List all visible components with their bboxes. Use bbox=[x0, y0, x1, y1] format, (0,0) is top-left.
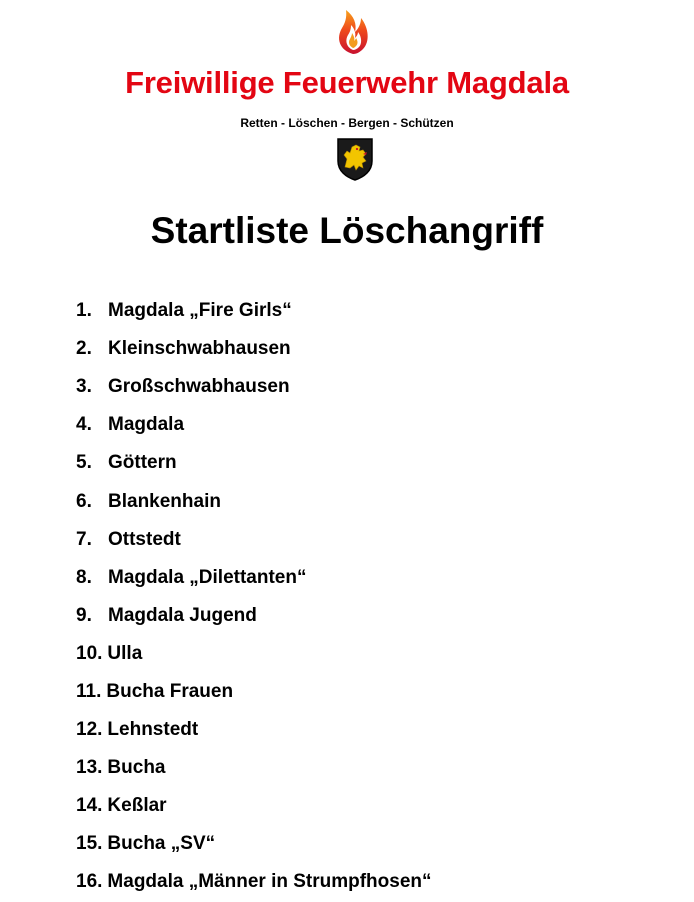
list-item-number: 16. bbox=[76, 871, 103, 893]
list-item bbox=[76, 825, 432, 863]
list-item bbox=[76, 673, 432, 711]
list-item bbox=[76, 749, 432, 787]
list-item bbox=[76, 444, 432, 482]
list-item-team: Magdala bbox=[108, 414, 185, 436]
list-item-team: Magdala Jugend bbox=[108, 604, 257, 626]
list-item-team: Ulla bbox=[107, 642, 143, 664]
list-item-team: Magdala „Männer in Strumpfhosen“ bbox=[107, 871, 432, 893]
list-item bbox=[76, 711, 432, 749]
list-item-team: Bucha „SV“ bbox=[107, 833, 216, 855]
list-item bbox=[76, 863, 432, 901]
list-item bbox=[76, 521, 432, 559]
list-item-number: 9. bbox=[76, 604, 92, 626]
flame-icon bbox=[333, 4, 373, 56]
list-item-number: 5. bbox=[76, 452, 92, 474]
list-item bbox=[76, 292, 432, 330]
organization-name: Freiwillige Feuerwehr Magdala bbox=[125, 65, 569, 100]
list-item-team: Kleinschwabhausen bbox=[108, 338, 291, 360]
list-item bbox=[76, 635, 432, 673]
list-item-number: 4. bbox=[76, 414, 92, 436]
list-item-number: 8. bbox=[76, 566, 92, 588]
list-item bbox=[76, 787, 432, 825]
list-item-number: 11. bbox=[76, 680, 102, 702]
organization-motto: Retten - Löschen - Bergen - Schützen bbox=[240, 116, 454, 130]
list-item bbox=[76, 559, 432, 597]
list-item bbox=[76, 330, 432, 368]
list-item-number: 15. bbox=[76, 833, 103, 855]
list-item-team: Lehnstedt bbox=[107, 719, 199, 741]
list-item bbox=[76, 368, 432, 406]
list-item bbox=[76, 597, 432, 635]
list-item-number: 13. bbox=[76, 757, 103, 779]
coat-of-arms-lion-icon bbox=[336, 137, 374, 181]
list-item-team: Göttern bbox=[108, 452, 177, 474]
list-item bbox=[76, 406, 432, 444]
list-item-team: Magdala „Fire Girls“ bbox=[108, 300, 292, 322]
list-item-team: Ottstedt bbox=[108, 528, 181, 550]
list-item-team: Keßlar bbox=[107, 795, 167, 817]
list-item-number: 6. bbox=[76, 490, 92, 512]
list-item-team: Magdala „Dilettanten“ bbox=[108, 566, 307, 588]
list-item-number: 2. bbox=[76, 338, 92, 360]
list-item bbox=[76, 482, 432, 520]
list-item-team: Großschwabhausen bbox=[108, 376, 290, 398]
list-item-number: 3. bbox=[76, 376, 92, 398]
list-item-team: Bucha bbox=[107, 757, 166, 779]
list-item-number: 10. bbox=[76, 642, 103, 664]
document-title: Startliste Löschangriff bbox=[150, 210, 544, 251]
list-item-number: 12. bbox=[76, 719, 103, 741]
list-item-number: 7. bbox=[76, 528, 92, 550]
start-list bbox=[76, 292, 432, 902]
list-item-number: 1. bbox=[76, 300, 92, 322]
list-item-number: 14. bbox=[76, 795, 103, 817]
list-item-team: Bucha Frauen bbox=[106, 680, 234, 702]
list-item-team: Blankenhain bbox=[108, 490, 221, 512]
